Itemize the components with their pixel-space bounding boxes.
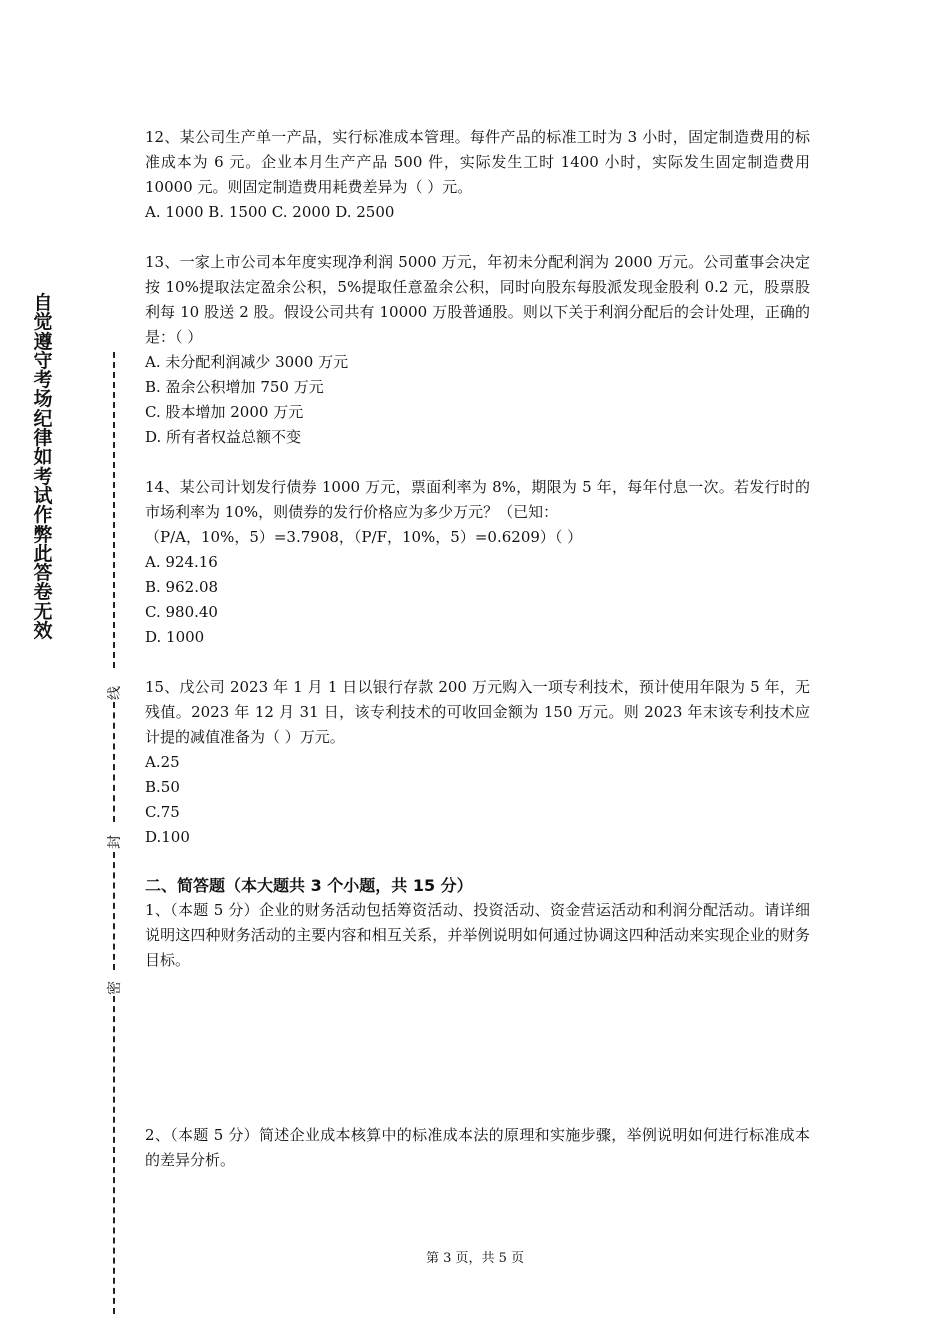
- seal-line-dash: [113, 996, 115, 1314]
- exam-content: [145, 125, 810, 1173]
- short-answer-1: 1、（本题 5 分）企业的财务活动包括筹资活动、投资活动、资金营运活动和利润分配活动。请详细说明这四种财务活动的主要内容和相互关系，并举例说明如何通过协调这四种活动来实现企业的财务目标。: [145, 901, 810, 969]
- page-footer: 第 3 页，共 5 页: [425, 1251, 525, 1266]
- option-c: C. 股本增加 2000 万元: [145, 403, 304, 421]
- seal-line-dash: [113, 852, 115, 970]
- seal-label-line: 线: [104, 685, 124, 701]
- option-d: D. 1000: [145, 628, 205, 646]
- option-b: B.50: [145, 778, 180, 796]
- seal-line-dash: [113, 702, 115, 822]
- option-c: C.75: [145, 803, 180, 821]
- question-12: [145, 125, 810, 225]
- question-text: 14、某公司计划发行债券 1000 万元，票面利率为 8%，期限为 5 年，每年付息一次。若发行时的市场利率为 10%，则债券的发行价格应为多少万元？（已知：: [145, 478, 810, 521]
- option-a: A. 未分配利润减少 3000 万元: [145, 353, 349, 371]
- seal-label-secret: 密: [104, 980, 124, 996]
- short-answer-2: 2、（本题 5 分）简述企业成本核算中的标准成本法的原理和实施步骤，举例说明如何进行标准成本的差异分析。: [145, 1126, 810, 1169]
- option-a: A.25: [145, 753, 180, 771]
- option-d: D.100: [145, 828, 190, 846]
- seal-line-dash: [113, 352, 115, 668]
- option-a: A. 924.16: [145, 553, 218, 571]
- option-b: B. 盈余公积增加 750 万元: [145, 378, 324, 396]
- option-b: B. 962.08: [145, 578, 219, 596]
- question-14: [145, 475, 810, 650]
- option-c: C. 980.40: [145, 603, 218, 621]
- question-text: 13、一家上市公司本年度实现净利润 5000 万元，年初未分配利润为 2000 万元。公司董事会决定按 10%提取法定盈余公积，5%提取任意盈余公积，同时向股东每股派发现金股利 0.2 元，股票股利每 10 股送 2 股。假设公司共有 10000 万股普通股。则以下关于利润分配后的会计处理，正确的是：（ ）: [145, 253, 810, 346]
- options-line: A. 1000 B. 1500 C. 2000 D. 2500: [145, 203, 395, 221]
- exam-discipline-notice: 自觉遵守考场纪律如考试作弊此答卷无效: [33, 292, 53, 643]
- question-text: 15、戊公司 2023 年 1 月 1 日以银行存款 200 万元购入一项专利技术，预计使用年限为 5 年，无残值。2023 年 12 月 31 日，该专利技术的可收回金额为 150 万元。则 2023 年末该专利技术应计提的减值准备为（ ）万元。: [145, 678, 810, 746]
- question-15: [145, 675, 810, 850]
- question-formula: （P/A，10%，5）=3.7908，（P/F，10%，5）=0.6209）（ ）: [145, 528, 583, 546]
- option-d: D. 所有者权益总额不变: [145, 428, 302, 446]
- question-text: 12、某公司生产单一产品，实行标准成本管理。每件产品的标准工时为 3 小时，固定制造费用的标准成本为 6 元。企业本月生产产品 500 件，实际发生工时 1400 小时，实际发生固定制造费用 10000 元。则固定制造费用耗费差异为（ ）元。: [145, 128, 810, 196]
- seal-label-seal: 封: [104, 834, 124, 850]
- question-13: [145, 250, 810, 450]
- section-title: 二、简答题（本大题共 3 个小题，共 15 分）: [145, 876, 473, 895]
